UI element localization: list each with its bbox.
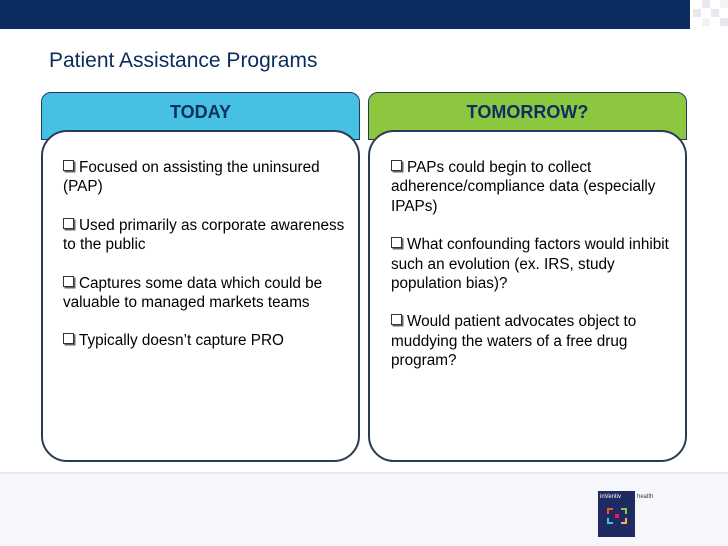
today-body (41, 130, 360, 462)
checkbox-bullet-icon (63, 333, 74, 344)
slide-title: Patient Assistance Programs (49, 49, 318, 72)
today-card (41, 92, 360, 462)
tomorrow-bullet-list (391, 158, 681, 390)
checkbox-bullet-icon (63, 160, 74, 171)
list-item: Captures some data which could be valuable to managed markets teams (63, 274, 323, 312)
tomorrow-body (368, 130, 687, 462)
checkbox-bullet-icon (391, 314, 402, 325)
inventiv-health-logo (598, 491, 656, 537)
checkbox-bullet-icon (391, 237, 402, 248)
list-item: Focused on assisting the uninsured (PAP) (63, 159, 320, 196)
logo-mark-icon (607, 505, 627, 527)
list-item: Would patient advocates object to muddying the waters of a free drug program? (391, 313, 637, 370)
list-item: Used primarily as corporate awareness to the public (63, 216, 345, 254)
checkbox-bullet-icon (63, 276, 74, 287)
top-bar-fill (0, 0, 690, 29)
checkbox-bullet-icon (391, 160, 402, 171)
checkbox-bullet-icon (63, 218, 74, 229)
today-header-label: TODAY (169, 101, 232, 122)
tomorrow-header-label: TOMORROW? (466, 101, 589, 122)
list-item: Typically doesn’t capture PRO (63, 331, 353, 350)
logo-suffix: health (637, 494, 654, 500)
list-item: What confounding factors would inhibit such an evolution (ex. IRS, study population bias)? (391, 236, 669, 293)
list-item: PAPs could begin to collect adherence/compliance data (especially IPAPs) (391, 159, 656, 215)
tomorrow-card (368, 92, 687, 462)
logo-box (598, 491, 635, 537)
corner-squares-decoration (693, 0, 728, 29)
today-bullet-list (63, 158, 353, 370)
logo-name: inVentiv (600, 494, 622, 500)
top-bar (0, 0, 728, 29)
